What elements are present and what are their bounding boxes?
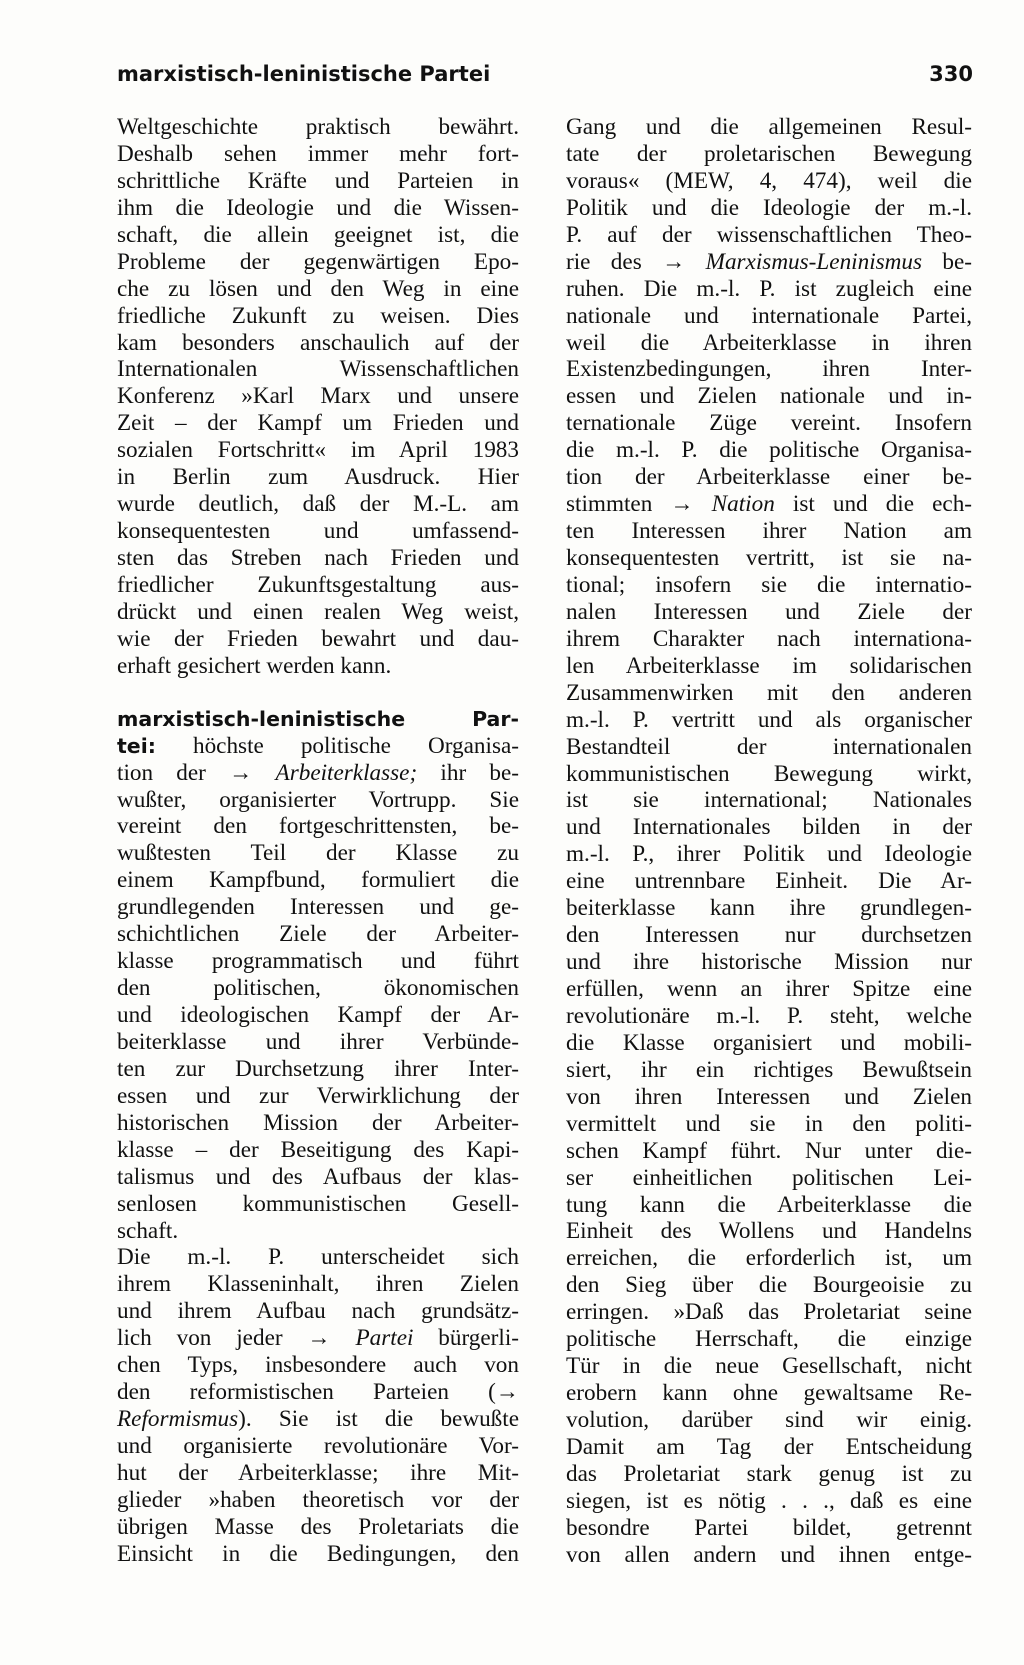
entry-line — [117, 760, 519, 787]
left-column — [117, 114, 519, 1568]
text-line: die m.-l. P. die politische Organisa- — [566, 437, 972, 464]
paragraph-m-l-p — [117, 1244, 519, 1567]
text-line: kommunistischen Bewegung wirkt, — [566, 760, 972, 787]
text-line: und ihre historische Mission nur — [566, 949, 972, 976]
text-line: Konferenz »Karl Marx und unsere — [117, 383, 519, 410]
entry-line — [117, 733, 519, 760]
text-line: Tür in die neue Gesellschaft, nicht — [566, 1353, 972, 1380]
text-line: Zeit – der Kampf um Frieden und — [117, 410, 519, 437]
paragraph-lines — [117, 1244, 519, 1325]
text-line: kam besonders anschaulich auf der — [117, 329, 519, 356]
text-line: eine untrennbare Einheit. Die Ar- — [566, 868, 972, 895]
text-line: vermittelt und sie in den politi- — [566, 1110, 972, 1137]
cross-reference[interactable]: Partei — [355, 1325, 414, 1352]
entry-body — [117, 787, 519, 1245]
text-line: ruhen. Die m.-l. P. ist zugleich eine — [566, 275, 972, 302]
text-line: friedliche Zukunft zu weisen. Dies — [117, 302, 519, 329]
entry-term-end: tei: — [117, 733, 156, 758]
cross-reference[interactable]: Nation — [711, 491, 775, 518]
text-line: erreichen, die erforderlich ist, um — [566, 1245, 972, 1272]
text-line: weil die Arbeiterklasse in ihren — [566, 329, 972, 356]
text-line: m.-l. P., ihrer Politik und Ideologie — [566, 841, 972, 868]
text-line: konsequentesten vertritt, ist sie na- — [566, 545, 972, 571]
text-line: Internationalen Wissenschaftlichen — [117, 356, 519, 383]
text-line: siegen, ist es nötig . . ., daß es eine — [566, 1487, 972, 1514]
text-line: ten zur Durchsetzung ihrer Inter- — [117, 1055, 519, 1082]
text-line: ternationale Züge vereint. Insofern — [566, 410, 972, 437]
text-line: Damit am Tag der Entscheidung — [566, 1433, 972, 1460]
line-text: lich von jeder → — [117, 1325, 331, 1352]
text-line: che zu lösen und den Weg in eine — [117, 275, 519, 302]
text-line: erringen. »Daß das Proletariat seine — [566, 1299, 972, 1326]
text-line: schrittliche Kräfte und Parteien in — [117, 167, 519, 194]
paragraph-line — [566, 249, 972, 276]
line-text: be- — [942, 248, 973, 275]
line-text: rie des → — [566, 248, 686, 275]
text-line: revolutionäre m.-l. P. steht, welche — [566, 1002, 972, 1029]
text-line: hut der Arbeiterklasse; ihre Mit- — [117, 1459, 519, 1486]
text-line: beiterklasse kann ihre grundlegen- — [566, 895, 972, 922]
paragraph-line — [566, 491, 972, 518]
right-column — [566, 114, 972, 1569]
text-line: die Klasse organisiert und mobili- — [566, 1029, 972, 1056]
entry-text: tion der → — [117, 759, 253, 786]
entry-line — [117, 706, 519, 733]
text-line: glieder »haben theoretisch vor der — [117, 1486, 519, 1513]
text-line: und organisierte revolutionäre Vor- — [117, 1433, 519, 1459]
text-line: schaft. — [117, 1217, 179, 1244]
entry-text: ihr be- — [440, 759, 520, 786]
text-line: den politischen, ökonomischen — [117, 975, 519, 1002]
text-line: in Berlin zum Ausdruck. Hier — [117, 464, 519, 491]
text-line: Deshalb sehen immer mehr fort- — [117, 140, 519, 167]
text-line: Einsicht in die Bedingungen, den — [117, 1540, 519, 1567]
text-line: und ihrem Aufbau nach grundsätz- — [117, 1298, 519, 1325]
text-line: und ideologischen Kampf der Ar- — [117, 1002, 519, 1028]
text-line: Zusammenwirken mit den anderen — [566, 679, 972, 706]
text-line: senlosen kommunistischen Gesell- — [117, 1190, 519, 1217]
text-line: erhaft gesichert werden kann. — [117, 652, 392, 679]
page-header — [117, 62, 973, 96]
paragraph-lines — [117, 1433, 519, 1568]
line-text: bürgerli- — [438, 1325, 519, 1352]
text-line: wußtesten Teil der Klasse zu — [117, 840, 519, 867]
text-line: Einheit des Wollens und Handelns — [566, 1218, 972, 1245]
text-line: Bestandteil der internationalen — [566, 733, 972, 760]
entry-term: marxistisch-leninistische Par- — [117, 706, 519, 731]
text-line: tung kann die Arbeiterklasse die — [566, 1191, 972, 1218]
text-line: schen Kampf führt. Nur unter die- — [566, 1137, 972, 1164]
text-line: einem Kampfbund, formuliert die — [117, 867, 519, 894]
text-line: essen und Zielen nationale und in- — [566, 383, 972, 410]
paragraph-lines — [566, 518, 972, 1569]
text-line: und Internationales bilden in der — [566, 814, 972, 841]
text-line: tion der Arbeiterklasse einer be- — [566, 464, 972, 491]
text-line: P. auf der wissenschaftlichen Theo- — [566, 221, 972, 248]
text-line: Die m.-l. P. unterscheidet sich — [117, 1244, 519, 1271]
text-line: besondre Partei bildet, getrennt — [566, 1514, 972, 1541]
text-line: das Proletariat stark genug ist zu — [566, 1460, 972, 1487]
running-head-title: marxistisch-leninistische Partei — [117, 62, 491, 86]
text-line: Politik und die Ideologie der m.-l. — [566, 194, 972, 221]
text-line: ihrem Klasseninhalt, ihren Zielen — [117, 1271, 519, 1298]
text-line: essen und zur Verwirklichung der — [117, 1082, 519, 1109]
text-line: nalen Interessen und Ziele der — [566, 598, 972, 625]
line-text: ist und die ech- — [792, 491, 973, 518]
text-line: friedlicher Zukunftsgestaltung aus- — [117, 571, 519, 598]
text-line: den Interessen nur durchsetzen — [566, 922, 972, 949]
paragraph-line — [117, 1406, 519, 1433]
text-line: wurde deutlich, daß der M.-L. am — [117, 491, 519, 518]
paragraph-gap — [117, 680, 519, 706]
text-line: Existenzbedingungen, ihren Inter- — [566, 356, 972, 383]
text-line: len Arbeiterklasse im solidarischen — [566, 652, 972, 679]
entry-text: höchste politische Organisa- — [192, 732, 520, 759]
text-line: beiterklasse und ihrer Verbünde- — [117, 1028, 519, 1055]
text-line: Weltgeschichte praktisch bewährt. — [117, 114, 519, 140]
text-line: schaft, die allein geeignet ist, die — [117, 221, 519, 248]
text-line: von ihren Interessen und Zielen — [566, 1083, 972, 1110]
text-line: ist sie international; Nationales — [566, 787, 972, 814]
paragraph-line: chen Typs, insbesondere auch von — [117, 1352, 519, 1379]
text-line: erfüllen, wenn an ihrer Spitze eine — [566, 976, 972, 1002]
page-number: 330 — [929, 62, 973, 86]
text-line: ihrem Charakter nach internationa- — [566, 625, 972, 652]
text-line: voraus« (MEW, 4, 474), weil die — [566, 167, 972, 194]
text-line: schichtlichen Ziele der Arbeiter- — [117, 921, 519, 948]
line-text: stimmten → — [566, 491, 694, 518]
text-line: drückt und einen realen Weg weist, — [117, 598, 519, 625]
text-line: siert, ihr ein richtiges Bewußtsein — [566, 1056, 972, 1083]
text-line: wußter, organisierter Vortrupp. Sie — [117, 786, 519, 813]
text-line: nationale und internationale Partei, — [566, 302, 972, 329]
text-line: den Sieg über die Bourgeoisie zu — [566, 1272, 972, 1299]
text-line: sten das Streben nach Frieden und — [117, 545, 519, 571]
text-line: übrigen Masse des Proletariats die — [117, 1513, 519, 1540]
text-line: Probleme der gegenwärtigen Epo- — [117, 248, 519, 275]
text-line: ser einheitlichen politischen Lei- — [566, 1164, 972, 1191]
cross-reference[interactable]: Reformismus — [117, 1406, 239, 1433]
text-line: Gang und die allgemeinen Resul- — [566, 114, 972, 140]
text-line: vereint den fortgeschrittensten, be- — [117, 813, 519, 840]
paragraph-lines — [566, 276, 972, 492]
text-line: klasse programmatisch und führt — [117, 948, 519, 975]
text-line: volution, darüber sind wir einig. — [566, 1407, 972, 1433]
text-line: politische Herrschaft, die einzige — [566, 1326, 972, 1353]
text-line: klasse – der Beseitigung des Kapi- — [117, 1136, 519, 1163]
entry-marxistisch-leninistische-partei — [117, 706, 519, 1245]
text-line: sozialen Fortschritt« im April 1983 — [117, 437, 519, 464]
text-line: wie der Frieden bewahrt und dau- — [117, 625, 519, 652]
text-line: grundlegenden Interessen und ge- — [117, 894, 519, 921]
text-line: historischen Mission der Arbeiter- — [117, 1109, 519, 1136]
text-line: talismus und des Aufbaus der klas- — [117, 1163, 519, 1190]
paragraph-continuation — [117, 114, 519, 680]
text-line: konsequentesten und umfassend- — [117, 518, 519, 545]
text-line: ihm die Ideologie und die Wissen- — [117, 194, 519, 221]
cross-reference[interactable]: Arbeiterklasse; — [275, 759, 418, 786]
text-line: m.-l. P. vertritt und als organischer — [566, 706, 972, 733]
paragraph-line: den reformistischen Parteien (→ — [117, 1379, 519, 1406]
text-line: tate der proletarischen Bewegung — [566, 140, 972, 167]
paragraph-lines — [566, 114, 972, 249]
line-text: ). Sie ist die bewußte — [238, 1406, 519, 1433]
text-line: ten Interessen ihrer Nation am — [566, 518, 972, 545]
paragraph-line — [117, 1325, 519, 1352]
cross-reference[interactable]: Marxismus-Leninismus — [705, 248, 923, 275]
text-line: erobern kann ohne gewaltsame Re- — [566, 1380, 972, 1407]
text-line: von allen andern und ihnen entge- — [566, 1541, 972, 1568]
text-line: tional; insofern sie die internatio- — [566, 571, 972, 598]
